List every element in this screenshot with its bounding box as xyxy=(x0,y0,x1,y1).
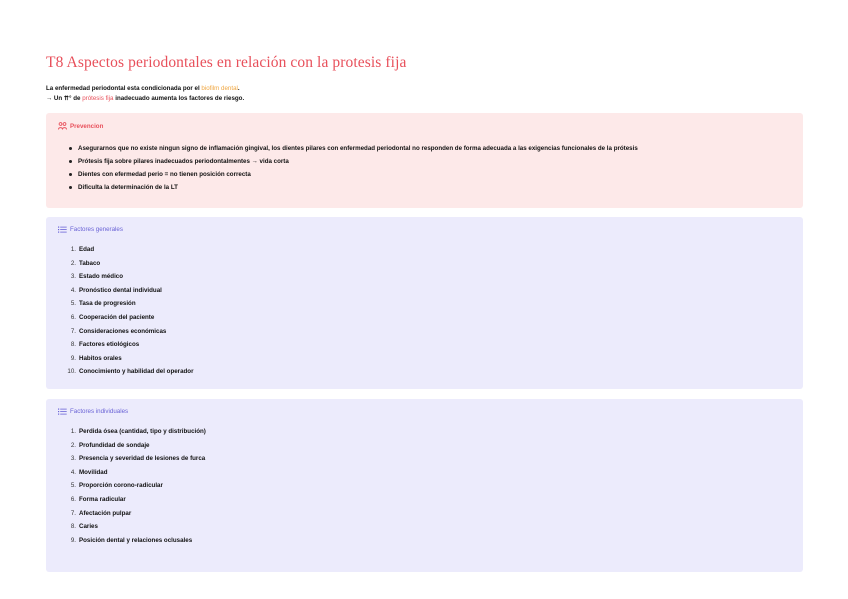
item-text: Perdida ósea (cantidad, tipo y distribución) xyxy=(79,428,206,435)
prevencion-list xyxy=(69,142,638,194)
list-item xyxy=(60,425,206,439)
people-icon xyxy=(58,122,67,130)
item-number: 5. xyxy=(70,482,76,490)
item-number: 3. xyxy=(70,455,76,463)
item-text: Cooperación del paciente xyxy=(79,313,155,321)
individuales-heading xyxy=(58,408,128,415)
list-item xyxy=(60,507,206,521)
item-number: 9. xyxy=(70,536,76,544)
item-number: 6. xyxy=(70,313,76,321)
factores-generales-callout xyxy=(46,217,803,389)
list-item xyxy=(60,365,193,379)
item-number: 7. xyxy=(70,327,76,335)
list-item: Dientes con efermedad perio = no tienen posición correcta xyxy=(69,168,638,181)
item-text: Pronóstico dental individual xyxy=(79,286,162,294)
list-item xyxy=(60,270,193,284)
page-title: T8 Aspectos periodontales en relación con la protesis fija xyxy=(46,54,407,71)
list-icon xyxy=(58,226,67,233)
generales-heading-label: Factores generales xyxy=(70,226,123,233)
list-item xyxy=(60,338,193,352)
item-number: 9. xyxy=(70,354,76,362)
prevencion-callout xyxy=(46,113,803,208)
item-number: 2. xyxy=(70,259,76,267)
intro-line-1 xyxy=(46,84,244,94)
intro-line-2-text: → Un ⇈° de xyxy=(46,95,83,102)
list-item xyxy=(60,493,206,507)
list-item xyxy=(60,325,193,339)
list-item xyxy=(60,243,193,257)
intro-text xyxy=(46,84,244,104)
item-text: Profundidad de sondaje xyxy=(79,441,150,449)
list-icon xyxy=(58,408,67,415)
factores-individuales-callout xyxy=(46,399,803,572)
item-number: 2. xyxy=(70,441,76,449)
item-text: Afectación pulpar xyxy=(79,509,132,517)
item-text: Conocimiento y habilidad del operador xyxy=(79,368,194,376)
item-text: Movilidad xyxy=(79,468,108,476)
item-text: Proporción corono-radicular xyxy=(79,482,163,490)
list-item xyxy=(60,297,193,311)
item-number: 7. xyxy=(70,509,76,517)
list-item: Dificulta la determinación de la LT xyxy=(69,181,638,194)
intro-line-1-end: . xyxy=(237,85,240,92)
list-item xyxy=(60,352,193,366)
list-item xyxy=(60,439,206,453)
list-item xyxy=(60,534,206,548)
item-text: Tasa de progresión xyxy=(79,300,136,308)
item-text: Edad xyxy=(79,246,95,253)
item-text: Estado médico xyxy=(79,273,124,281)
biofilm-link[interactable]: biofilm dental xyxy=(201,85,238,92)
item-number: 6. xyxy=(70,495,76,503)
item-number: 3. xyxy=(70,273,76,281)
list-item: Prótesis fija sobre pilares inadecuados periodontalmentes → vida corta xyxy=(69,155,638,168)
item-number: 8. xyxy=(70,523,76,531)
list-item xyxy=(60,257,193,271)
intro-line-2 xyxy=(46,94,244,104)
list-item xyxy=(60,311,193,325)
intro-line-2-end: inadecuado aumenta los factores de riesgo. xyxy=(113,95,245,102)
generales-heading xyxy=(58,226,123,233)
item-text: Presencia y severidad de lesiones de furca xyxy=(79,455,206,463)
item-text: Forma radicular xyxy=(79,495,126,503)
list-item xyxy=(60,479,206,493)
list-item xyxy=(60,452,206,466)
item-text: Consideraciones económicas xyxy=(79,327,167,335)
list-item: Asegurarnos que no existe ningun signo de inflamación gingival, los dientes pilares con enfermedad periodontal no responden de forma adecuada a las exigencias funcionales de la prótesis xyxy=(69,142,638,155)
intro-line-1-text: La enfermedad periodontal esta condicionada por el xyxy=(46,85,202,92)
item-text: Habitos orales xyxy=(79,354,122,362)
item-number: 10. xyxy=(67,368,76,376)
prevencion-heading-label: Prevencion xyxy=(70,122,104,130)
prevencion-heading xyxy=(58,122,103,130)
item-number: 1. xyxy=(70,428,76,435)
list-item xyxy=(60,466,206,480)
item-number: 4. xyxy=(70,286,76,294)
protesis-fija-highlight: prótesis fija xyxy=(82,95,114,102)
item-text: Caries xyxy=(79,523,98,531)
item-number: 1. xyxy=(70,246,76,253)
individuales-heading-label: Factores individuales xyxy=(70,408,129,415)
individuales-list xyxy=(60,425,206,547)
item-text: Tabaco xyxy=(79,259,101,267)
list-item xyxy=(60,520,206,534)
generales-list xyxy=(60,243,193,379)
item-text: Posición dental y relaciones oclusales xyxy=(79,536,193,544)
list-item xyxy=(60,284,193,298)
item-number: 4. xyxy=(70,468,76,476)
item-text: Factores etiológicos xyxy=(79,341,140,349)
item-number: 8. xyxy=(70,341,76,349)
item-number: 5. xyxy=(70,300,76,308)
